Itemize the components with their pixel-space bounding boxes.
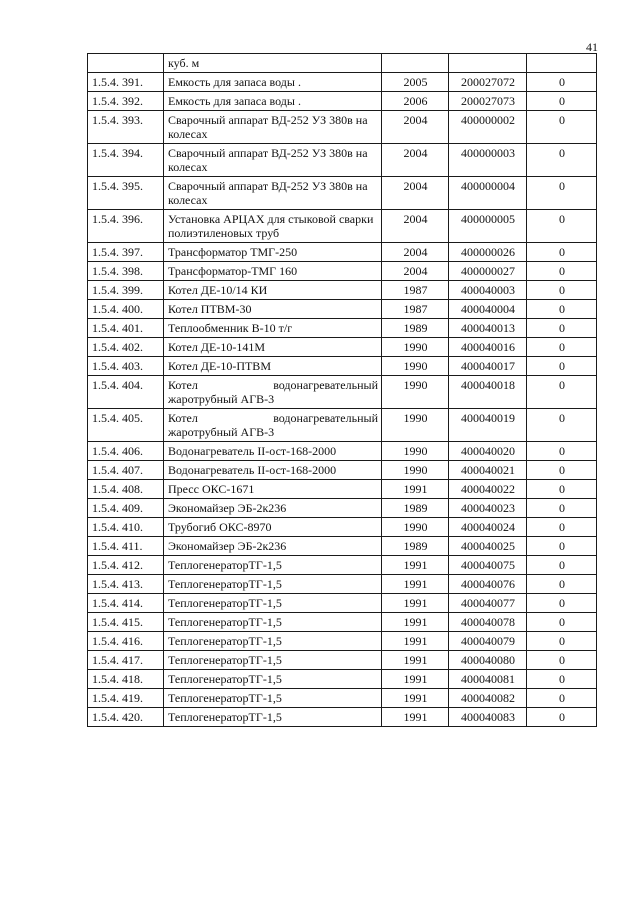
item-name-cell: ТеплогенераторТГ-1,5 [164,556,382,575]
quantity-cell: 0 [527,575,597,594]
item-name-cell: Котел водонагревательный жаротрубный АГВ-3 [164,376,382,409]
table-row [88,575,597,594]
item-name-cell: Котел водонагревательный жаротрубный АГВ-3 [164,409,382,442]
inventory-code-cell: 200027073 [449,92,527,111]
year-cell: 2004 [382,243,449,262]
row-number-cell: 1.5.4. 412. [88,556,164,575]
item-name-cell: Котел ПТВМ-30 [164,300,382,319]
table-row [88,243,597,262]
table-row [88,111,597,144]
inventory-code-cell: 400000026 [449,243,527,262]
year-cell: 2005 [382,73,449,92]
row-number-cell: 1.5.4. 402. [88,338,164,357]
quantity-cell: 0 [527,670,597,689]
year-cell: 1991 [382,708,449,727]
year-cell: 1991 [382,670,449,689]
year-cell: 1990 [382,357,449,376]
year-cell: 1987 [382,281,449,300]
table-row [88,632,597,651]
item-name-cell: Теплообменник В-10 т/г [164,319,382,338]
row-number-cell: 1.5.4. 398. [88,262,164,281]
quantity-cell: 0 [527,376,597,409]
row-number-cell: 1.5.4. 410. [88,518,164,537]
row-number-cell: 1.5.4. 397. [88,243,164,262]
inventory-code-cell: 400040076 [449,575,527,594]
item-name-cell: Сварочный аппарат ВД-252 УЗ 380в на колесах [164,144,382,177]
row-number-cell: 1.5.4. 391. [88,73,164,92]
inventory-code-cell: 400000004 [449,177,527,210]
year-cell: 1990 [382,461,449,480]
table-row [88,594,597,613]
quantity-cell: 0 [527,461,597,480]
row-number-cell: 1.5.4. 401. [88,319,164,338]
inventory-code-cell: 400040004 [449,300,527,319]
item-name-cell: Котел ДЕ-10-141М [164,338,382,357]
inventory-code-cell: 400040013 [449,319,527,338]
item-name-cell: Котел ДЕ-10-ПТВМ [164,357,382,376]
table-row [88,376,597,409]
unit-cell: куб. м [164,54,382,73]
row-number-cell: 1.5.4. 405. [88,409,164,442]
table-row [88,480,597,499]
row-number-cell: 1.5.4. 416. [88,632,164,651]
inventory-code-cell: 400040017 [449,357,527,376]
inventory-code-cell: 400000002 [449,111,527,144]
quantity-cell: 0 [527,210,597,243]
table-row [88,210,597,243]
item-name-cell: Емкость для запаса воды . [164,73,382,92]
year-cell: 2004 [382,144,449,177]
item-name-cell: Пресс ОКС-1671 [164,480,382,499]
quantity-cell: 0 [527,73,597,92]
item-name-cell: ТеплогенераторТГ-1,5 [164,689,382,708]
quantity-cell: 0 [527,556,597,575]
item-name-cell: Установка АРЦАХ для стыковой сварки полиэтиленовых труб [164,210,382,243]
table-row [88,338,597,357]
year-cell: 1991 [382,575,449,594]
item-name-cell: Сварочный аппарат ВД-252 УЗ 380в на колесах [164,111,382,144]
quantity-cell: 0 [527,92,597,111]
year-cell: 1990 [382,442,449,461]
year-cell: 2004 [382,262,449,281]
table-row [88,499,597,518]
row-number-cell: 1.5.4. 417. [88,651,164,670]
quantity-cell: 0 [527,632,597,651]
item-name-cell: Экономайзер ЭБ-2к236 [164,537,382,556]
year-cell: 1991 [382,632,449,651]
inventory-code-cell: 400040023 [449,499,527,518]
year-cell: 1991 [382,651,449,670]
quantity-cell: 0 [527,708,597,727]
item-name-cell: Водонагреватель II-ост-168-2000 [164,461,382,480]
item-name-cell: ТеплогенераторТГ-1,5 [164,651,382,670]
year-cell: 1989 [382,319,449,338]
quantity-cell: 0 [527,243,597,262]
item-name-cell: Котел ДЕ-10/14 КИ [164,281,382,300]
year-cell: 1990 [382,518,449,537]
year-cell: 1990 [382,409,449,442]
inventory-code-cell: 400040078 [449,613,527,632]
year-cell: 2004 [382,210,449,243]
row-number-cell: 1.5.4. 393. [88,111,164,144]
quantity-cell: 0 [527,357,597,376]
item-name-cell: ТеплогенераторТГ-1,5 [164,708,382,727]
row-number-cell: 1.5.4. 419. [88,689,164,708]
row-number-cell: 1.5.4. 404. [88,376,164,409]
item-name-cell: ТеплогенераторТГ-1,5 [164,575,382,594]
year-cell: 2004 [382,177,449,210]
row-number-cell: 1.5.4. 413. [88,575,164,594]
inventory-code-cell: 400040079 [449,632,527,651]
inventory-code-cell: 400040081 [449,670,527,689]
row-number-cell: 1.5.4. 418. [88,670,164,689]
row-number-cell: 1.5.4. 415. [88,613,164,632]
row-number-cell: 1.5.4. 409. [88,499,164,518]
row-number-cell: 1.5.4. 406. [88,442,164,461]
inventory-code-cell: 400040021 [449,461,527,480]
inventory-code-cell: 400040080 [449,651,527,670]
year-cell: 1989 [382,537,449,556]
item-name-cell: ТеплогенераторТГ-1,5 [164,670,382,689]
quantity-cell: 0 [527,689,597,708]
row-number-cell: 1.5.4. 395. [88,177,164,210]
year-cell: 1991 [382,556,449,575]
page-number: 41 [586,40,598,54]
quantity-cell: 0 [527,442,597,461]
table-row [88,537,597,556]
inventory-code-cell: 400040018 [449,376,527,409]
table-row [88,442,597,461]
row-number-cell [88,54,164,73]
quantity-cell: 0 [527,409,597,442]
item-name-cell: Экономайзер ЭБ-2к236 [164,499,382,518]
quantity-cell: 0 [527,518,597,537]
row-number-cell: 1.5.4. 392. [88,92,164,111]
table-row [88,409,597,442]
inventory-code-cell: 400040003 [449,281,527,300]
year-cell: 1989 [382,499,449,518]
table-row [88,177,597,210]
year-cell: 1991 [382,613,449,632]
continuation-row [88,54,597,73]
quantity-cell: 0 [527,594,597,613]
row-number-cell: 1.5.4. 403. [88,357,164,376]
row-number-cell: 1.5.4. 399. [88,281,164,300]
row-number-cell: 1.5.4. 420. [88,708,164,727]
quantity-cell: 0 [527,480,597,499]
item-name-cell: Трансформатор-ТМГ 160 [164,262,382,281]
inventory-code-cell: 400040075 [449,556,527,575]
row-number-cell: 1.5.4. 414. [88,594,164,613]
inventory-code-cell: 400040022 [449,480,527,499]
item-name-cell: ТеплогенераторТГ-1,5 [164,632,382,651]
year-cell: 1987 [382,300,449,319]
table-row [88,670,597,689]
table-row [88,708,597,727]
item-name-cell: Сварочный аппарат ВД-252 УЗ 380в на колесах [164,177,382,210]
table-row [88,461,597,480]
inventory-table-body [88,54,597,727]
table-row [88,689,597,708]
table-row [88,73,597,92]
year-cell [382,54,449,73]
row-number-cell: 1.5.4. 411. [88,537,164,556]
year-cell: 2006 [382,92,449,111]
year-cell: 1990 [382,338,449,357]
year-cell: 1990 [382,376,449,409]
table-row [88,262,597,281]
table-row [88,357,597,376]
item-name-cell: Трубогиб ОКС-8970 [164,518,382,537]
inventory-code-cell: 400040083 [449,708,527,727]
table-row [88,281,597,300]
inventory-code-cell: 400000003 [449,144,527,177]
inventory-code-cell: 400040024 [449,518,527,537]
item-name-cell: ТеплогенераторТГ-1,5 [164,613,382,632]
quantity-cell: 0 [527,177,597,210]
inventory-table [87,53,597,727]
quantity-cell: 0 [527,613,597,632]
row-number-cell: 1.5.4. 400. [88,300,164,319]
item-name-cell: Емкость для запаса воды . [164,92,382,111]
row-number-cell: 1.5.4. 396. [88,210,164,243]
quantity-cell: 0 [527,262,597,281]
quantity-cell: 0 [527,319,597,338]
table-row [88,144,597,177]
quantity-cell [527,54,597,73]
quantity-cell: 0 [527,499,597,518]
item-name-cell: ТеплогенераторТГ-1,5 [164,594,382,613]
inventory-code-cell: 400000027 [449,262,527,281]
item-name-cell: Водонагреватель II-ост-168-2000 [164,442,382,461]
row-number-cell: 1.5.4. 394. [88,144,164,177]
table-row [88,319,597,338]
row-number-cell: 1.5.4. 407. [88,461,164,480]
year-cell: 1991 [382,689,449,708]
table-row [88,92,597,111]
inventory-code-cell: 400040077 [449,594,527,613]
inventory-code-cell: 400040082 [449,689,527,708]
inventory-code-cell: 400040025 [449,537,527,556]
inventory-code-cell: 400040019 [449,409,527,442]
inventory-code-cell: 400040020 [449,442,527,461]
quantity-cell: 0 [527,651,597,670]
inventory-code-cell: 400000005 [449,210,527,243]
quantity-cell: 0 [527,338,597,357]
quantity-cell: 0 [527,111,597,144]
year-cell: 1991 [382,594,449,613]
table-row [88,300,597,319]
year-cell: 1991 [382,480,449,499]
table-row [88,556,597,575]
table-row [88,651,597,670]
quantity-cell: 0 [527,144,597,177]
inventory-code-cell [449,54,527,73]
inventory-code-cell: 200027072 [449,73,527,92]
quantity-cell: 0 [527,537,597,556]
table-row [88,613,597,632]
table-row [88,518,597,537]
item-name-cell: Трансформатор ТМГ-250 [164,243,382,262]
quantity-cell: 0 [527,281,597,300]
row-number-cell: 1.5.4. 408. [88,480,164,499]
inventory-code-cell: 400040016 [449,338,527,357]
quantity-cell: 0 [527,300,597,319]
year-cell: 2004 [382,111,449,144]
